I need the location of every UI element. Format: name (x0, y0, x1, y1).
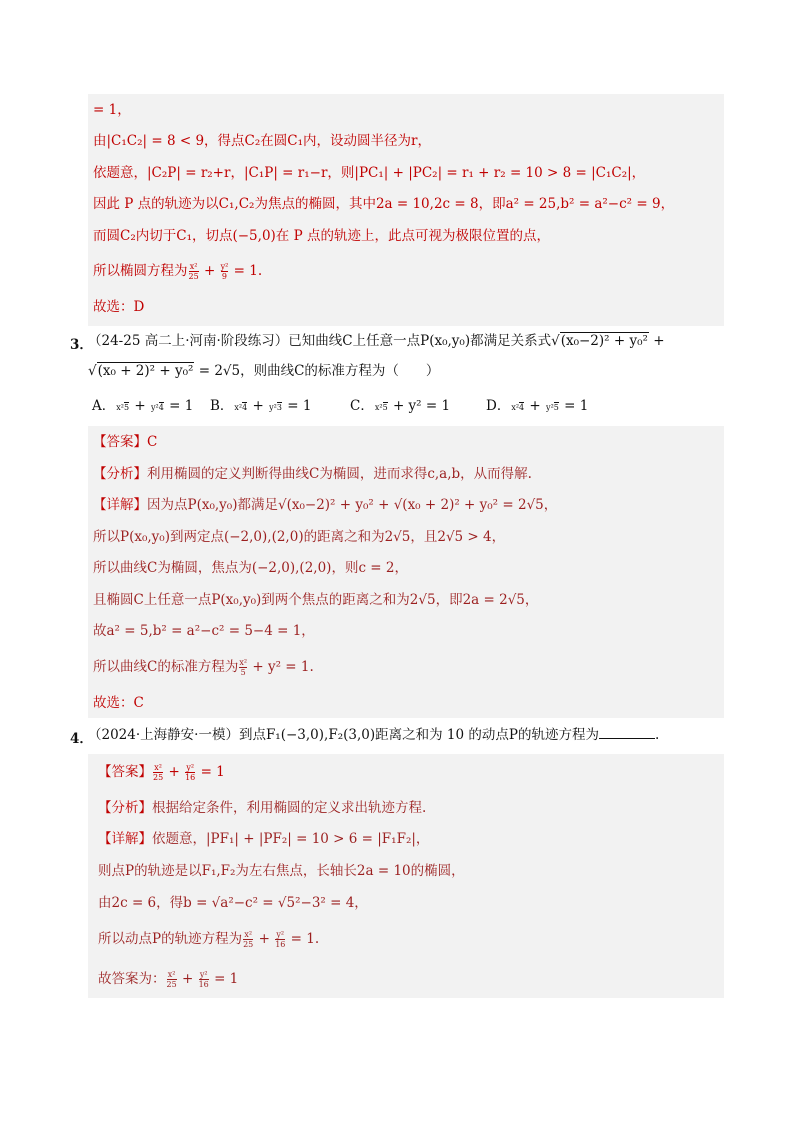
q4-answer-blank[interactable] (599, 726, 655, 739)
q2-ellipse-text: 所以椭圆方程为 (93, 263, 188, 279)
q2-line-3: 依题意，|C₂P| = r₂+r，|C₁P| = r₁−r，则|PC₁| + |PC₂| = r₁ + r₂ = 10 > 8 = |C₁C₂|， (93, 165, 646, 181)
q4-final-answer: 故答案为： $\frac{\text{x²}}{25}$ + $\frac{\text{y²}}{16}$ = 1 (98, 970, 239, 989)
q4-detail-4: 所以动点P的轨迹方程为 $\frac{\text{x²}}{25}$ + $\frac{\text{y²}}{16}$ = 1. (98, 930, 320, 949)
q3-stem-line-1: （24-25 高二上·河南·阶段练习）已知曲线C上任意一点P(x₀,y₀)都满足关系式√(x₀−2)² + y₀² + (88, 333, 665, 349)
q4-analysis: 【分析】根据给定条件，利用椭圆的定义求出轨迹方程. (98, 800, 427, 816)
q3-choice: 故选：C (93, 695, 144, 711)
q3-detail-4: 且椭圆C上任意一点P(x₀,y₀)到两个焦点的距离之和为2√5，即2a = 2√5， (93, 592, 539, 608)
q3-option-c[interactable]: C．x²5 + y² = 1 (350, 398, 451, 414)
q2-line-2: 由|C₁C₂| = 8 < 9，得点C₂在圆C₁内，设动圆半径为r， (93, 133, 431, 149)
q3-detail-2: 所以P(x₀,y₀)到两定点(−2,0),(2,0)的距离之和为2√5，且2√5 > 4， (93, 529, 506, 545)
q3-analysis: 【分析】利用椭圆的定义判断得曲线C为椭圆，进而求得c,a,b，从而得解. (93, 466, 532, 482)
q2-frac-x: $\frac{\text{x²}}{25}$ (188, 262, 199, 281)
q2-answer: 故选：D (93, 299, 145, 315)
q4-detail-3: 由2c = 6，得b = √a²−c² = √5²−3² = 4， (98, 895, 368, 911)
q3-answer: 【答案】C (93, 434, 158, 450)
q3-option-a[interactable]: A．x²5 + y²4 = 1 (92, 398, 194, 414)
q4-number: 4． (70, 731, 93, 747)
q4-stem: （2024·上海静安·一模）到点F₁(−3,0),F₂(3,0)距离之和为 10 的动点P的轨迹方程为 . (88, 727, 660, 743)
q3-detail-3: 所以曲线C为椭圆，焦点为(−2,0),(2,0)，则c = 2， (93, 560, 408, 576)
q3-detail-1: 【详解】因为点P(x₀,y₀)都满足√(x₀−2)² + y₀² + √(x₀ + 2)² + y₀² = 2√5， (93, 497, 558, 513)
q4-answer: 【答案】 $\frac{\text{x²}}{25}$ + $\frac{\text{y²}}{16}$ = 1 (98, 763, 225, 782)
q2-line-6: 所以椭圆方程为 $\frac{\text{x²}}{25}$ + $\frac{\text{y²}}{9}$ = 1. (93, 262, 263, 281)
q3-option-d[interactable]: D．x²4 + y²5 = 1 (486, 398, 589, 414)
q4-detail-1: 【详解】依题意，|PF₁| + |PF₂| = 10 > 6 = |F₁F₂|， (98, 831, 430, 847)
q3-number: 3． (70, 337, 93, 353)
q3-stem-line-2: √(x₀ + 2)² + y₀² = 2√5，则曲线C的标准方程为（ ） (88, 363, 440, 379)
q2-line-5: 而圆C₂内切于C₁，切点(−5,0)在 P 点的轨迹上，此点可视为极限位置的点， (93, 228, 550, 244)
q2-line-4: 因此 P 点的轨迹为以C₁,C₂为焦点的椭圆，其中2a = 10,2c = 8，即a² = 25,b² = a²−c² = 9， (93, 196, 675, 212)
q4-detail-2: 则点P的轨迹是以F₁,F₂为左右焦点，长轴长2a = 10的椭圆， (98, 863, 465, 879)
q2-line-1: = 1， (93, 102, 131, 118)
q2-frac-y: $\frac{\text{y²}}{9}$ (220, 262, 229, 281)
q3-detail-6: 所以曲线C的标准方程为 $\frac{\text{x²}}{5}$ + y² = 1. (93, 658, 314, 677)
q3-option-b[interactable]: B．x²4 + y²3 = 1 (210, 398, 312, 414)
q3-detail-5: 故a² = 5,b² = a²−c² = 5−4 = 1， (93, 623, 315, 639)
